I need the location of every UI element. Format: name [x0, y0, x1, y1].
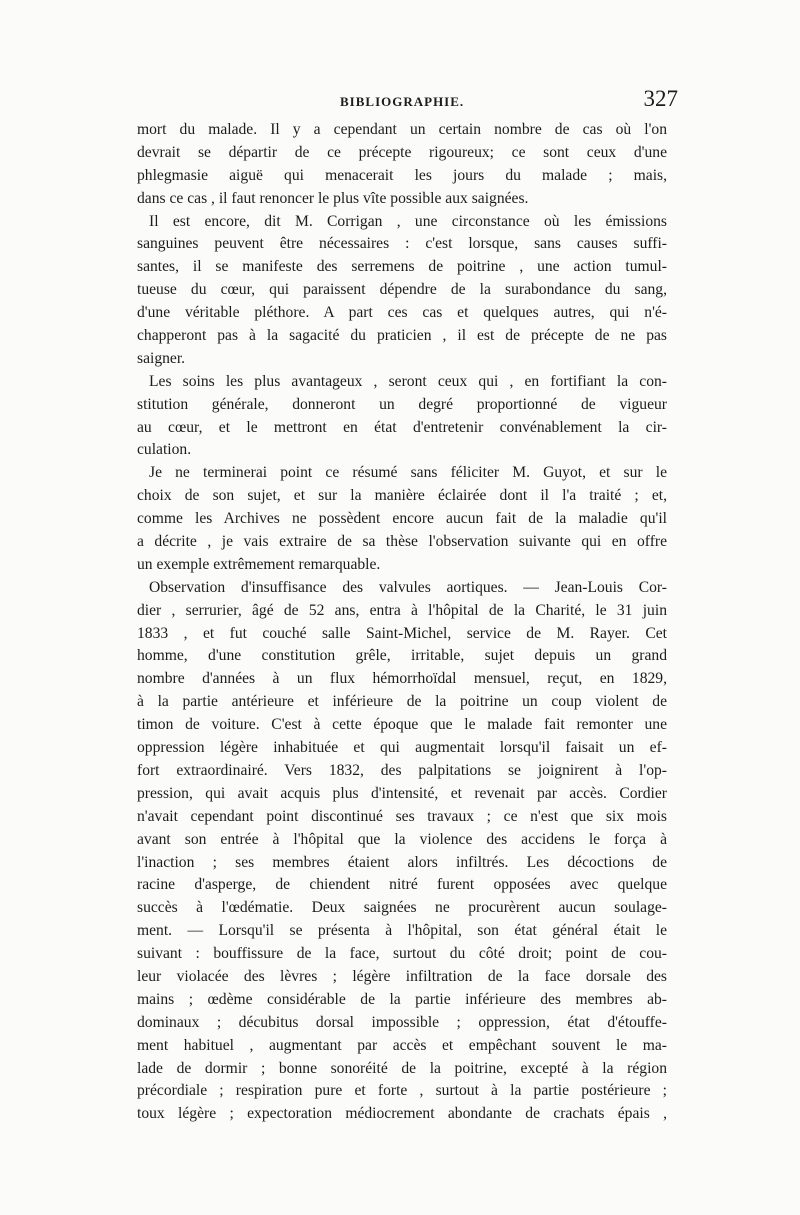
- text-line: phlegmasie aiguë qui menacerait les jours du malade ; mais,: [137, 166, 667, 184]
- text-line: suivant : bouffissure de la face, surtout du côté droit; point de cou-: [137, 945, 667, 963]
- text-line: tueuse du cœur, qui paraissent dépendre de la surabondance du sang,: [137, 281, 667, 299]
- text-line: Les soins les plus avantageux , seront ceux qui , en fortifiant la con-: [149, 372, 667, 390]
- text-line: oppression légère inhabituée et qui augmentait lorsqu'il faisait un ef-: [137, 739, 667, 757]
- text-line: stitution générale, donneront un degré proportionné de vigueur: [137, 395, 667, 413]
- text-line: mort du malade. Il y a cependant un certain nombre de cas où l'on: [137, 121, 667, 138]
- running-head: BIBLIOGRAPHIE.: [340, 94, 465, 109]
- text-line: d'une véritable pléthore. A part ces cas et quelques autres, qui n'é-: [137, 304, 667, 322]
- text-line: précordiale ; respiration pure et forte , surtout à la partie postérieure ;: [137, 1082, 667, 1100]
- text-line: pression, qui avait acquis plus d'intensité, et revenait par accès. Cordier: [137, 784, 667, 802]
- text-line: choix de son sujet, et sur la manière éclairée dont il l'a traité ; et,: [137, 487, 667, 505]
- text-line: mains ; œdème considérable de la partie inférieure des membres ab-: [137, 990, 667, 1008]
- text-line: l'inaction ; ses membres étaient alors infiltrés. Les décoctions de: [137, 853, 667, 871]
- body-text: [137, 119, 667, 1126]
- text-line: comme les Archives ne possèdent encore aucun fait de la maladie qu'il: [137, 510, 667, 528]
- text-line: avant son entrée à l'hôpital que la violence des accidens le força à: [137, 830, 667, 848]
- text-line: chapperont pas à la sagacité du praticien , il est de précepte de ne pas: [137, 327, 667, 345]
- text-line: toux légère ; expectoration médiocrement abondante de crachats épais ,: [137, 1105, 667, 1123]
- text-line: a décrite , je vais extraire de sa thèse l'observation suivante qui en offre: [137, 533, 667, 551]
- text-line: n'avait cependant point discontinué ses travaux ; ce n'est que six mois: [137, 807, 667, 825]
- text-line: dier , serrurier, âgé de 52 ans, entra à l'hôpital de la Charité, le 31 juin: [137, 601, 667, 619]
- text-line: timon de voiture. C'est à cette époque que le malade fait remonter une: [137, 716, 667, 734]
- text-line: homme, d'une constitution grêle, irritable, sujet depuis un grand: [137, 647, 667, 665]
- page-header: [140, 86, 680, 116]
- text-line: un exemple extrêmement remarquable.: [137, 555, 381, 573]
- text-line: Il est encore, dit M. Corrigan , une circonstance où les émissions: [149, 212, 667, 230]
- text-line: racine d'asperge, de chiendent nitré furent opposées avec quelque: [137, 876, 667, 894]
- text-line: ment habituel , augmentant par accès et empêchant souvent le ma-: [137, 1036, 667, 1054]
- text-line: ment. — Lorsqu'il se présenta à l'hôpital, son état général était le: [137, 922, 667, 940]
- text-line: lade de dormir ; bonne sonoréité de la poitrine, excepté à la région: [137, 1059, 667, 1077]
- text-line: nombre d'années à un flux hémorrhoïdal mensuel, reçut, en 1829,: [137, 670, 667, 688]
- text-line: dominaux ; décubitus dorsal impossible ; oppression, état d'étouffe-: [137, 1013, 667, 1031]
- text-line: saigner.: [137, 349, 186, 367]
- page-number: 327: [643, 86, 678, 111]
- text-line: Observation d'insuffisance des valvules aortiques. — Jean-Louis Cor-: [149, 578, 667, 596]
- text-line: dans ce cas , il faut renoncer le plus vîte possible aux saignées.: [137, 189, 529, 207]
- text-line: devrait se départir de ce précepte rigoureux; ce sont ceux d'une: [137, 143, 667, 161]
- text-line: au cœur, et le mettront en état d'entretenir convénablement la cir-: [137, 418, 667, 436]
- text-line: leur violacée des lèvres ; légère infiltration de la face dorsale des: [137, 967, 667, 985]
- text-line: 1833 , et fut couché salle Saint-Michel, service de M. Rayer. Cet: [137, 624, 667, 642]
- text-line: succès à l'œdématie. Deux saignées ne procurèrent aucun soulage-: [137, 899, 667, 917]
- text-line: culation.: [137, 441, 192, 459]
- text-line: Je ne terminerai point ce résumé sans féliciter M. Guyot, et sur le: [149, 464, 667, 482]
- text-line: fort extraordinairé. Vers 1832, des palpitations se joignirent à l'op-: [137, 761, 667, 779]
- text-line: sanguines peuvent être nécessaires : c'est lorsque, sans causes suffi-: [137, 235, 667, 253]
- text-line: à la partie antérieure et inférieure de la poitrine un coup violent de: [137, 693, 667, 711]
- text-line: santes, il se manifeste des serremens de poitrine , une action tumul-: [137, 258, 667, 276]
